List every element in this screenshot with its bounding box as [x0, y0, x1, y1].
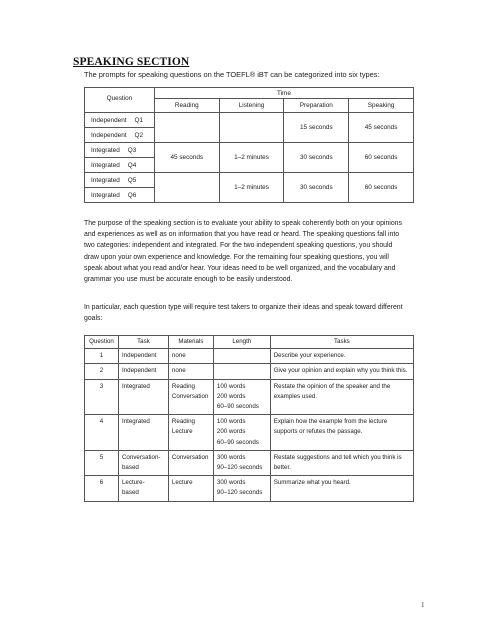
- question-number: Q5: [127, 176, 137, 184]
- page-number: 1: [421, 601, 425, 609]
- paragraph-line: goals:: [84, 315, 103, 323]
- question-type: Independent: [91, 131, 127, 139]
- cell-line: 100 words: [216, 418, 246, 426]
- tasks-cell: [270, 379, 413, 415]
- question-cell: [85, 128, 155, 143]
- column-header: Reading: [154, 99, 219, 113]
- column-header: Task: [118, 336, 168, 349]
- cell-line: 200 words: [216, 392, 246, 400]
- reading-cell: [154, 173, 219, 203]
- cell-line: none: [171, 352, 186, 360]
- listening-cell: 1–2 minutes: [219, 143, 284, 173]
- question-number: Q1: [134, 116, 144, 124]
- paragraph-line: two categories: independent and integrated. For the two independent speaking questions, you should: [84, 242, 393, 250]
- column-header: Materials: [168, 336, 213, 349]
- tasks-cell: [270, 364, 413, 379]
- column-header: Length: [213, 336, 270, 349]
- speaking-cell: 45 seconds: [349, 113, 414, 143]
- table-row: [85, 113, 414, 128]
- question-types-table: [84, 335, 414, 502]
- length-cell: [213, 364, 270, 379]
- column-header: Preparation: [284, 99, 349, 113]
- length-cell: [213, 450, 270, 475]
- column-header: Question: [85, 336, 119, 349]
- cell-line: Describe your experience.: [273, 352, 346, 360]
- task-cell: [118, 476, 168, 501]
- cell-line: Lecture-: [121, 479, 145, 487]
- table-row: [85, 143, 414, 158]
- cell-line: 60–90 seconds: [216, 403, 259, 411]
- task-cell: [118, 349, 168, 364]
- paragraph-line: speak about what you read and/or hear. Your ideas need to be well organized, and the vocabulary and: [84, 264, 396, 272]
- question-type: Integrated: [91, 161, 120, 169]
- preparation-cell: 15 seconds: [284, 113, 349, 143]
- cell-line: Integrated: [121, 382, 150, 390]
- cell-line: Integrated: [121, 418, 150, 426]
- task-cell: [118, 364, 168, 379]
- cell-line: better.: [273, 464, 291, 472]
- question-number-cell: 5: [85, 450, 119, 475]
- materials-cell: [168, 415, 213, 451]
- task-cell: [118, 450, 168, 475]
- question-cell: [85, 188, 155, 203]
- cell-line: Summarize what you heard.: [273, 479, 351, 487]
- materials-cell: [168, 349, 213, 364]
- timing-table: [84, 87, 414, 203]
- preparation-cell: 30 seconds: [284, 143, 349, 173]
- speaking-cell: 60 seconds: [349, 173, 414, 203]
- cell-line: 90–120 seconds: [216, 489, 263, 497]
- listening-cell: 1–2 minutes: [219, 173, 284, 203]
- purpose-paragraph: [84, 218, 419, 285]
- question-number-cell: 2: [85, 364, 119, 379]
- cell-line: Reading: [171, 418, 195, 426]
- cell-line: 300 words: [216, 453, 246, 461]
- length-cell: [213, 476, 270, 501]
- listening-cell: [219, 113, 284, 143]
- cell-line: 60–90 seconds: [216, 438, 259, 446]
- tasks-cell: [270, 476, 413, 501]
- question-number: Q3: [127, 146, 137, 154]
- question-number-cell: 3: [85, 379, 119, 415]
- paragraph-line: grammar you use must be accurate enough to be easily understood.: [84, 276, 293, 284]
- table-row: [85, 173, 414, 188]
- table-row: [85, 364, 414, 379]
- cell-line: examples used.: [273, 392, 318, 400]
- materials-cell: [168, 364, 213, 379]
- question-type: Integrated: [91, 146, 120, 154]
- cell-line: Lecture: [171, 428, 193, 436]
- length-cell: [213, 349, 270, 364]
- cell-line: Independent: [121, 352, 157, 360]
- cell-line: supports or refutes the passage.: [273, 428, 363, 436]
- paragraph-line: and experiences as well as on information that you have read or heard. The speaking questions fall into: [84, 231, 400, 239]
- table-row: [85, 379, 414, 415]
- question-number-cell: 6: [85, 476, 119, 501]
- cell-line: Independent: [121, 367, 157, 375]
- question-number: Q6: [127, 191, 137, 199]
- time-header: Time: [154, 88, 413, 99]
- column-header: Tasks: [270, 336, 413, 349]
- table-row: [85, 415, 414, 451]
- length-cell: [213, 415, 270, 451]
- cell-line: 90–120 seconds: [216, 464, 263, 472]
- length-cell: [213, 379, 270, 415]
- section-title: SPEAKING SECTION: [73, 56, 190, 68]
- cell-line: based: [121, 464, 139, 472]
- cell-line: Restate suggestions and tell which you think is: [273, 453, 402, 461]
- question-cell: [85, 173, 155, 188]
- column-header: Speaking: [349, 99, 414, 113]
- table-row: [85, 476, 414, 501]
- question-cell: [85, 158, 155, 173]
- materials-cell: [168, 476, 213, 501]
- cell-line: 200 words: [216, 428, 246, 436]
- table-row: [85, 450, 414, 475]
- question-type: Independent: [91, 116, 127, 124]
- paragraph-line: In particular, each question type will require test takers to organize their ideas and speak toward different: [84, 304, 403, 311]
- question-type: Integrated: [91, 176, 120, 184]
- intro-text: The prompts for speaking questions on the TOEFL® iBT can be categorized into six types:: [84, 70, 380, 79]
- question-number: Q2: [134, 131, 144, 139]
- question-type: Integrated: [91, 191, 120, 199]
- task-cell: [118, 415, 168, 451]
- tasks-cell: [270, 349, 413, 364]
- cell-line: Reading: [171, 382, 195, 390]
- cell-line: Give your opinion and explain why you think this.: [273, 367, 408, 375]
- cell-line: Lecture: [171, 479, 193, 487]
- task-cell: [118, 379, 168, 415]
- question-number-cell: 4: [85, 415, 119, 451]
- materials-cell: [168, 379, 213, 415]
- cell-line: based: [121, 489, 139, 497]
- question-number: Q4: [127, 161, 137, 169]
- table-row: [85, 349, 414, 364]
- cell-line: Restate the opinion of the speaker and the: [273, 382, 391, 390]
- preparation-cell: 30 seconds: [284, 173, 349, 203]
- cell-line: 100 words: [216, 382, 246, 390]
- goals-paragraph: [84, 302, 419, 324]
- reading-cell: 45 seconds: [154, 143, 219, 173]
- question-cell: [85, 143, 155, 158]
- table-header-row: [85, 336, 414, 349]
- cell-line: Conversation: [171, 392, 209, 400]
- cell-line: 300 words: [216, 479, 246, 487]
- materials-cell: [168, 450, 213, 475]
- cell-line: none: [171, 367, 186, 375]
- reading-cell: [154, 113, 219, 143]
- question-number-cell: 1: [85, 349, 119, 364]
- cell-line: Explain how the example from the lecture: [273, 418, 388, 426]
- tasks-cell: [270, 450, 413, 475]
- cell-line: Conversation-: [121, 453, 161, 461]
- paragraph-line: draw upon your own experience and knowledge. For the remaining four speaking questions, you will: [84, 253, 389, 261]
- speaking-cell: 60 seconds: [349, 143, 414, 173]
- question-cell: [85, 113, 155, 128]
- tasks-cell: [270, 415, 413, 451]
- cell-line: Conversation: [171, 453, 209, 461]
- paragraph-line: The purpose of the speaking section is to evaluate your ability to speak coherently both on your opinions: [84, 220, 402, 227]
- question-header: Question: [85, 88, 155, 113]
- column-header: Listening: [219, 99, 284, 113]
